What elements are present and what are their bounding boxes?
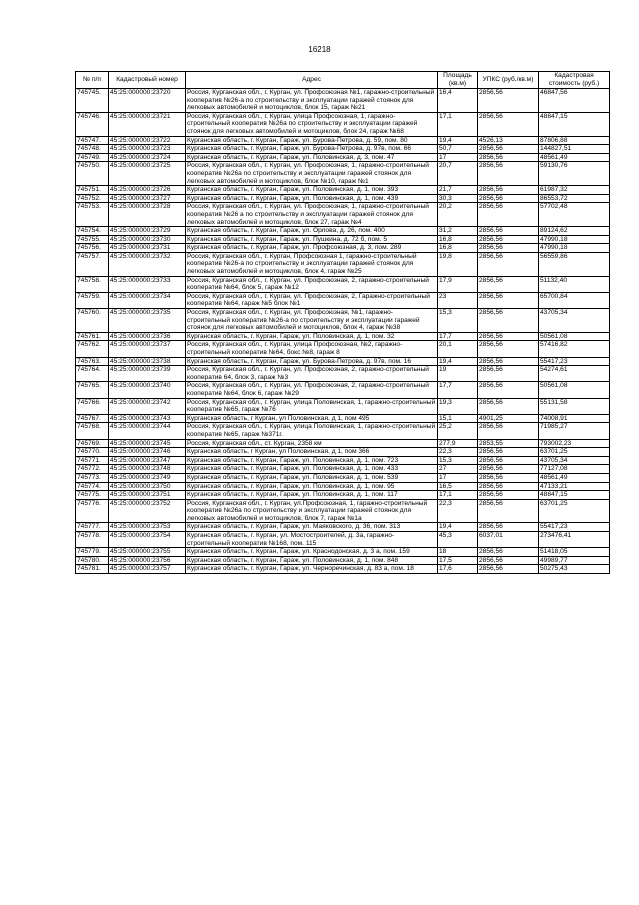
cell-num: 745752. xyxy=(76,194,109,203)
cell-upks: 4526,13 xyxy=(478,136,539,145)
cell-cadastral-number: 45:25:000000:23727 xyxy=(109,194,186,203)
cell-address: Курганская область, г Курган, ул Половинская, д 1, пом 366 xyxy=(186,448,438,457)
table-row xyxy=(76,252,610,276)
cell-area: 17,1 xyxy=(438,491,478,500)
cell-cadastral-cost: 47133,21 xyxy=(539,482,610,491)
cell-upks: 2856,56 xyxy=(478,556,539,565)
table-row xyxy=(76,439,610,448)
cell-cadastral-cost: 50561,08 xyxy=(539,382,610,398)
table-row xyxy=(76,89,610,113)
cell-num: 745750. xyxy=(76,162,109,186)
cell-address: Россия, Курганская обл., г. Курган, улица Половинская, 1, гаражно-строительный кооператив №65, гараж №76 xyxy=(186,398,438,414)
cell-cadastral-number: 45:25:000000:23733 xyxy=(109,276,186,292)
cell-area: 31,2 xyxy=(438,227,478,236)
cell-upks: 2856,56 xyxy=(478,423,539,439)
cell-address: Курганская область, г. Курган, Гараж, ул. Бурова-Петрова, д. 97в, пом. 16 xyxy=(186,357,438,366)
cell-area: 19,4 xyxy=(438,136,478,145)
header-area: Площадь (кв.м) xyxy=(438,72,478,89)
cell-num: 745763. xyxy=(76,357,109,366)
cell-num: 745768. xyxy=(76,423,109,439)
cell-cadastral-number: 45:25:000000:23742 xyxy=(109,398,186,414)
cell-cadastral-cost: 57416,82 xyxy=(539,341,610,357)
table-row xyxy=(76,112,610,136)
cell-upks: 4901,25 xyxy=(478,414,539,423)
cell-upks: 2856,56 xyxy=(478,186,539,195)
cell-address: Курганская область, г. Курган, Гараж, ул. Черноречинская, д. 83 а, пом. 18 xyxy=(186,565,438,574)
table-row xyxy=(76,194,610,203)
cell-cadastral-cost: 793002,23 xyxy=(539,439,610,448)
cell-address: Курганская область, г Курган, ул Половинская, д 1, пом 495 xyxy=(186,414,438,423)
cell-upks: 2856,56 xyxy=(478,292,539,308)
cell-area: 45,3 xyxy=(438,532,478,548)
cell-area: 15,3 xyxy=(438,456,478,465)
cell-area: 27 xyxy=(438,465,478,474)
cell-upks: 2856,56 xyxy=(478,398,539,414)
cell-address: Россия, Курганская обл., г. Курган, улица Профсоюзная, 1, гаражно-строительный кооператив №26а по строительству и эксплуатации гаражей стоянок для легковых автомобилей и мотоциклов, блок 24, гараж №68 xyxy=(186,112,438,136)
cell-area: 30,3 xyxy=(438,194,478,203)
cell-num: 745755. xyxy=(76,235,109,244)
cell-address: Россия, Курганская обл., г. Курган, ул. Профсоюзная, 2, гаражно-строительный кооператив 64, блок 3, гараж №3 xyxy=(186,366,438,382)
cell-num: 745747. xyxy=(76,136,109,145)
table-row xyxy=(76,499,610,523)
cell-cadastral-number: 45:25:000000:23728 xyxy=(109,203,186,227)
cell-address: Россия, Курганская обл., г. Курган, ул.Профсоюзная, 1, гаражно-строительный кооператив №26а по строительству и эксплуатации гаражей стоянок для легковых автомобилей и мотоциклов, блок 7, гараж №1а xyxy=(186,499,438,523)
cell-cadastral-cost: 71985,27 xyxy=(539,423,610,439)
cell-num: 745754. xyxy=(76,227,109,236)
cell-num: 745761. xyxy=(76,332,109,341)
cell-cadastral-cost: 51132,40 xyxy=(539,276,610,292)
cell-upks: 2856,56 xyxy=(478,548,539,557)
cell-cadastral-cost: 49989,77 xyxy=(539,556,610,565)
cell-area: 17,9 xyxy=(438,276,478,292)
table-row xyxy=(76,186,610,195)
cell-address: Курганская область, г. Курган, Гараж, ул. Половинская, д. 1, пом. 539 xyxy=(186,473,438,482)
cell-cadastral-cost: 50275,43 xyxy=(539,565,610,574)
cell-num: 745748. xyxy=(76,145,109,154)
cell-cadastral-number: 45:25:000000:23739 xyxy=(109,366,186,382)
cell-upks: 2856,56 xyxy=(478,112,539,136)
cell-address: Россия, Курганская обл., г. Курган, улица Половинская, 1, гаражно-строительный кооператив №65, гараж №371г. xyxy=(186,423,438,439)
cell-num: 745778. xyxy=(76,532,109,548)
cell-num: 745758. xyxy=(76,276,109,292)
cell-cadastral-number: 45:25:000000:23736 xyxy=(109,332,186,341)
cell-cadastral-cost: 48847,15 xyxy=(539,491,610,500)
table-row xyxy=(76,523,610,532)
cell-address: Курганская область, г. Курган, Гараж, ул. Маяковского, д. 36, пом. 313 xyxy=(186,523,438,532)
cell-cadastral-number: 45:25:000000:23724 xyxy=(109,153,186,162)
cell-cadastral-cost: 144827,51 xyxy=(539,145,610,154)
cell-num: 745759. xyxy=(76,292,109,308)
cell-num: 745780. xyxy=(76,556,109,565)
cell-upks: 2856,56 xyxy=(478,341,539,357)
cell-area: 19,3 xyxy=(438,398,478,414)
table-row xyxy=(76,235,610,244)
cell-cadastral-number: 45:25:000000:23749 xyxy=(109,473,186,482)
table-row xyxy=(76,292,610,308)
cell-upks: 2856,56 xyxy=(478,473,539,482)
cell-cadastral-cost: 46847,56 xyxy=(539,89,610,113)
cell-cadastral-cost: 86553,72 xyxy=(539,194,610,203)
cell-cadastral-number: 45:25:000000:23720 xyxy=(109,89,186,113)
cell-num: 745766. xyxy=(76,398,109,414)
cell-num: 745765. xyxy=(76,382,109,398)
header-cadastral-number: Кадастровый номер xyxy=(109,72,186,89)
cell-num: 745767. xyxy=(76,414,109,423)
cell-cadastral-cost: 55417,23 xyxy=(539,357,610,366)
cell-cadastral-number: 45:25:000000:23747 xyxy=(109,456,186,465)
cell-cadastral-number: 45:25:000000:23755 xyxy=(109,548,186,557)
cell-upks: 6037,01 xyxy=(478,532,539,548)
cell-cadastral-number: 45:25:000000:23723 xyxy=(109,145,186,154)
cell-upks: 2856,56 xyxy=(478,565,539,574)
cell-num: 745751. xyxy=(76,186,109,195)
table-row xyxy=(76,482,610,491)
cell-cadastral-number: 45:25:000000:23722 xyxy=(109,136,186,145)
cell-upks: 2856,56 xyxy=(478,153,539,162)
cell-upks: 2856,56 xyxy=(478,89,539,113)
cell-num: 745777. xyxy=(76,523,109,532)
cell-address: Россия, Курганская обл., г. Курган, улица Профсоюзная, №2, гаражно-строительный кооператив №64, бокс №8, гараж 8 xyxy=(186,341,438,357)
cell-num: 745771. xyxy=(76,456,109,465)
table-row xyxy=(76,556,610,565)
cell-area: 22,3 xyxy=(438,448,478,457)
header-cadastral-cost: Кадастровая стоимость (руб.) xyxy=(539,72,610,89)
cell-area: 19 xyxy=(438,366,478,382)
cell-address: Курганская область, г. Курган, Гараж, ул. Краснодонская, д. 3 а, пом. 159 xyxy=(186,548,438,557)
cell-area: 15,3 xyxy=(438,309,478,333)
cell-cadastral-number: 45:25:000000:23731 xyxy=(109,244,186,253)
table-row xyxy=(76,276,610,292)
cell-upks: 2856,56 xyxy=(478,499,539,523)
cell-cadastral-cost: 55131,58 xyxy=(539,398,610,414)
cell-upks: 2856,56 xyxy=(478,309,539,333)
cell-cadastral-number: 45:25:000000:23732 xyxy=(109,252,186,276)
cadastral-table xyxy=(75,71,610,574)
cell-upks: 2856,56 xyxy=(478,145,539,154)
cell-area: 50,7 xyxy=(438,145,478,154)
table-row xyxy=(76,532,610,548)
cell-address: Курганская область, г. Курган, Гараж, ул. Половинская, д. 1, пом. 439 xyxy=(186,194,438,203)
table-row xyxy=(76,398,610,414)
table-row xyxy=(76,357,610,366)
cell-address: Россия, Курганская обл., г. Курган, ул. Профсоюзная, 2, гаражно-строительный кооператив №64, блок 5, гараж №12 xyxy=(186,276,438,292)
cell-upks: 2856,56 xyxy=(478,235,539,244)
cell-area: 17,5 xyxy=(438,556,478,565)
cell-address: Курганская область, г. Курган, ул. Мостостроителей, д. 3а, гаражно-строительный кооператив №168, пом. 115 xyxy=(186,532,438,548)
cell-num: 745764. xyxy=(76,366,109,382)
cell-num: 745749. xyxy=(76,153,109,162)
cell-area: 22,3 xyxy=(438,499,478,523)
cell-num: 745756. xyxy=(76,244,109,253)
cell-cadastral-cost: 59130,76 xyxy=(539,162,610,186)
cell-num: 745770. xyxy=(76,448,109,457)
cell-upks: 2856,56 xyxy=(478,162,539,186)
cell-num: 745757. xyxy=(76,252,109,276)
cell-num: 745746. xyxy=(76,112,109,136)
cell-area: 17,7 xyxy=(438,332,478,341)
cell-cadastral-cost: 55417,23 xyxy=(539,523,610,532)
cell-cadastral-number: 45:25:000000:23750 xyxy=(109,482,186,491)
cell-num: 745781. xyxy=(76,565,109,574)
cell-address: Россия, Курганская обл., г. Курган, Профсоюзная 1, гаражно-строительный кооператив №26-а по строительству и эксплуатации гаражей стоянок для легковых автомобилей и мотоциклов, блок 4, гараж №25 xyxy=(186,252,438,276)
table-row xyxy=(76,456,610,465)
cell-area: 20,1 xyxy=(438,341,478,357)
cell-area: 17 xyxy=(438,153,478,162)
table-row xyxy=(76,414,610,423)
cell-cadastral-cost: 43705,34 xyxy=(539,309,610,333)
cell-area: 18 xyxy=(438,548,478,557)
cell-upks: 2856,56 xyxy=(478,203,539,227)
table-header-row xyxy=(76,72,610,89)
cell-address: Курганская область, г. Курган, Гараж, ул. Половинская, д. 1, пом. 117 xyxy=(186,491,438,500)
table-row xyxy=(76,465,610,474)
header-upks: УПКС (руб./кв.м) xyxy=(478,72,539,89)
cell-address: Курганская область, г. Курган, Гараж, ул. Пушкина, д. 72 б, пом. 5 xyxy=(186,235,438,244)
cell-cadastral-number: 45:25:000000:23746 xyxy=(109,448,186,457)
cell-address: Курганская область, г. Курган, Гараж, ул. Половинская, д. 1, пом. 848 xyxy=(186,556,438,565)
cell-area: 17,1 xyxy=(438,112,478,136)
cell-area: 23 xyxy=(438,292,478,308)
table-row xyxy=(76,227,610,236)
cell-num: 745773. xyxy=(76,473,109,482)
cell-cadastral-cost: 87806,88 xyxy=(539,136,610,145)
table-row xyxy=(76,366,610,382)
cell-cadastral-number: 45:25:000000:23725 xyxy=(109,162,186,186)
cell-area: 17,7 xyxy=(438,382,478,398)
header-address: Адрес xyxy=(186,72,438,89)
cell-cadastral-number: 45:25:000000:23729 xyxy=(109,227,186,236)
cell-cadastral-number: 45:25:000000:23740 xyxy=(109,382,186,398)
page-number: 16218 xyxy=(308,45,331,54)
cell-upks: 2856,56 xyxy=(478,252,539,276)
cell-address: Курганская область, г. Курган, Гараж, ул. Половинская, д. 1, пом. 723 xyxy=(186,456,438,465)
cell-area: 20,7 xyxy=(438,162,478,186)
cell-area: 17,6 xyxy=(438,565,478,574)
table-row xyxy=(76,423,610,439)
cell-cadastral-cost: 50561,08 xyxy=(539,332,610,341)
cell-cadastral-number: 45:25:000000:23738 xyxy=(109,357,186,366)
cell-cadastral-cost: 89124,62 xyxy=(539,227,610,236)
cell-cadastral-number: 45:25:000000:23756 xyxy=(109,556,186,565)
cell-upks: 2856,56 xyxy=(478,456,539,465)
cell-upks: 2856,56 xyxy=(478,382,539,398)
table-row xyxy=(76,341,610,357)
table-row xyxy=(76,203,610,227)
table-row xyxy=(76,145,610,154)
cell-cadastral-number: 45:25:000000:23730 xyxy=(109,235,186,244)
cell-address: Курганская область, г. Курган, Гараж, ул. Бурова-Петрова, д. 97в, пом. 66 xyxy=(186,145,438,154)
table-row xyxy=(76,332,610,341)
cell-cadastral-cost: 56559,86 xyxy=(539,252,610,276)
cell-cadastral-cost: 54274,61 xyxy=(539,366,610,382)
cell-cadastral-cost: 63701,25 xyxy=(539,499,610,523)
cell-area: 277,9 xyxy=(438,439,478,448)
cell-area: 17 xyxy=(438,473,478,482)
cell-cadastral-number: 45:25:000000:23754 xyxy=(109,532,186,548)
cell-cadastral-cost: 77127,08 xyxy=(539,465,610,474)
cell-num: 745772. xyxy=(76,465,109,474)
cell-address: Россия, Курганская обл., г. Курган, ул. Профсоюзная, 1, гаражно-строительный кооператив №26а по строительству и эксплуатации гаражей стоянок для легковых автомобилей и мотоциклов, блок №10, гараж №1 xyxy=(186,162,438,186)
cell-area: 19,4 xyxy=(438,523,478,532)
table-row xyxy=(76,162,610,186)
cell-cadastral-number: 45:25:000000:23745 xyxy=(109,439,186,448)
cell-cadastral-cost: 47990,18 xyxy=(539,244,610,253)
cell-num: 745753. xyxy=(76,203,109,227)
cell-upks: 2856,56 xyxy=(478,332,539,341)
cell-upks: 2856,56 xyxy=(478,357,539,366)
cell-area: 19,4 xyxy=(438,357,478,366)
header-num: № п/п xyxy=(76,72,109,89)
cell-upks: 2856,56 xyxy=(478,448,539,457)
cell-cadastral-number: 45:25:000000:23752 xyxy=(109,499,186,523)
cell-cadastral-cost: 273476,41 xyxy=(539,532,610,548)
cell-address: Курганская область, г. Курган, Гараж, ул. Половинская, д. 3, пом. 47 xyxy=(186,153,438,162)
cell-upks: 2856,56 xyxy=(478,491,539,500)
cell-num: 745769. xyxy=(76,439,109,448)
cell-cadastral-cost: 43705,34 xyxy=(539,456,610,465)
cell-upks: 2856,56 xyxy=(478,244,539,253)
cell-cadastral-number: 45:25:000000:23743 xyxy=(109,414,186,423)
cell-area: 21,7 xyxy=(438,186,478,195)
cell-area: 20,2 xyxy=(438,203,478,227)
cell-address: Россия, Курганская обл., г. Курган, ул. Профсоюзная №1, гаражно-строительный кооператив №26-а по строительству и эксплуатации гаражей стоянок для легковых автомобилей и мотоциклов, блок 15, гараж №21 xyxy=(186,89,438,113)
cell-cadastral-cost: 61987,32 xyxy=(539,186,610,195)
cell-upks: 2856,56 xyxy=(478,194,539,203)
cell-address: Россия, Курганская обл., г. Курган, ул. Профсоюзная, 2, гаражно-строительный кооператив №64, блок 6, гараж №29 xyxy=(186,382,438,398)
cell-upks: 2856,56 xyxy=(478,366,539,382)
cell-cadastral-cost: 48561,49 xyxy=(539,153,610,162)
cell-num: 745775. xyxy=(76,491,109,500)
cell-address: Россия, Курганская обл., ст. Курган, 2358 км xyxy=(186,439,438,448)
cell-cadastral-number: 45:25:000000:23735 xyxy=(109,309,186,333)
cell-num: 745774. xyxy=(76,482,109,491)
cell-area: 16,8 xyxy=(438,244,478,253)
cell-area: 25,2 xyxy=(438,423,478,439)
cell-address: Курганская область, г. Курган, Гараж, ул. Бурова-Петрова, д. 59, пом. 80 xyxy=(186,136,438,145)
cell-address: Курганская область, г. Курган, Гараж, ул. Половинская, д. 1, пом. 393 xyxy=(186,186,438,195)
cell-address: Курганская область, г. Курган, Гараж, ул. Орлова, д. 26, пом. 400 xyxy=(186,227,438,236)
table-row xyxy=(76,548,610,557)
cell-cadastral-number: 45:25:000000:23737 xyxy=(109,341,186,357)
cell-cadastral-number: 45:25:000000:23734 xyxy=(109,292,186,308)
table-row xyxy=(76,565,610,574)
cell-cadastral-cost: 48847,15 xyxy=(539,112,610,136)
cell-cadastral-cost: 74008,91 xyxy=(539,414,610,423)
cell-upks: 2856,56 xyxy=(478,465,539,474)
table-row xyxy=(76,309,610,333)
cell-address: Россия, Курганская обл., г. Курган, ул. Профсоюзная, 1, гаражно-строительный кооператив №26 а по строительству и эксплуатации гаражей стоянок для легковых автомобилей и мотоциклов, блок 27, гараж №4 xyxy=(186,203,438,227)
cell-cadastral-number: 45:25:000000:23726 xyxy=(109,186,186,195)
cell-area: 15,1 xyxy=(438,414,478,423)
cell-cadastral-number: 45:25:000000:23753 xyxy=(109,523,186,532)
cell-cadastral-cost: 48561,49 xyxy=(539,473,610,482)
cell-cadastral-number: 45:25:000000:23744 xyxy=(109,423,186,439)
cell-address: Курганская область, г. Курган, Гараж, ул. Половинская, д. 1, пом. 95 xyxy=(186,482,438,491)
cell-address: Курганская область, г. Курган, Гараж, ул. Профсоюзная, д. 3, пом. 289 xyxy=(186,244,438,253)
cell-cadastral-number: 45:25:000000:23751 xyxy=(109,491,186,500)
cell-cadastral-cost: 57702,48 xyxy=(539,203,610,227)
cell-upks: 2856,56 xyxy=(478,523,539,532)
cell-address: Россия, Курганская обл., г. Курган, ул. Профсоюзная, 2, Гаражно-строительный кооператив №64, гараж №5 блок №1 xyxy=(186,292,438,308)
cell-num: 745745. xyxy=(76,89,109,113)
cell-cadastral-number: 45:25:000000:23757 xyxy=(109,565,186,574)
cell-address: Россия, Курганская обл., г. Курган, ул. Профсоюзная, №1, гаражно-строительный кооператив №26-а по строительству и эксплуатации гаражей стоянок для легковых автомобилей и мотоциклов, блок 4, гараж №38 xyxy=(186,309,438,333)
cell-cadastral-cost: 65700,84 xyxy=(539,292,610,308)
cell-area: 16,4 xyxy=(438,89,478,113)
table-row xyxy=(76,136,610,145)
cell-cadastral-cost: 47990,18 xyxy=(539,235,610,244)
table-row xyxy=(76,244,610,253)
cell-cadastral-number: 45:25:000000:23748 xyxy=(109,465,186,474)
cell-num: 745762. xyxy=(76,341,109,357)
cell-upks: 2856,56 xyxy=(478,227,539,236)
cell-num: 745760. xyxy=(76,309,109,333)
table-row xyxy=(76,382,610,398)
cell-area: 16,5 xyxy=(438,482,478,491)
table-row xyxy=(76,491,610,500)
cell-cadastral-cost: 63701,25 xyxy=(539,448,610,457)
cell-address: Курганская область, г. Курган, Гараж, ул. Половинская, д. 1, пом. 32 xyxy=(186,332,438,341)
cell-cadastral-number: 45:25:000000:23721 xyxy=(109,112,186,136)
cell-num: 745776. xyxy=(76,499,109,523)
table-row xyxy=(76,153,610,162)
cell-cadastral-cost: 51418,05 xyxy=(539,548,610,557)
cell-upks: 2856,56 xyxy=(478,482,539,491)
table-body xyxy=(76,89,610,574)
cell-num: 745779. xyxy=(76,548,109,557)
cell-area: 19,8 xyxy=(438,252,478,276)
table-row xyxy=(76,448,610,457)
cell-upks: 2853,55 xyxy=(478,439,539,448)
cell-area: 16,8 xyxy=(438,235,478,244)
cell-upks: 2856,56 xyxy=(478,276,539,292)
cell-address: Курганская область, г. Курган, Гараж, ул. Половинская, д. 1, пом. 433 xyxy=(186,465,438,474)
table-row xyxy=(76,473,610,482)
